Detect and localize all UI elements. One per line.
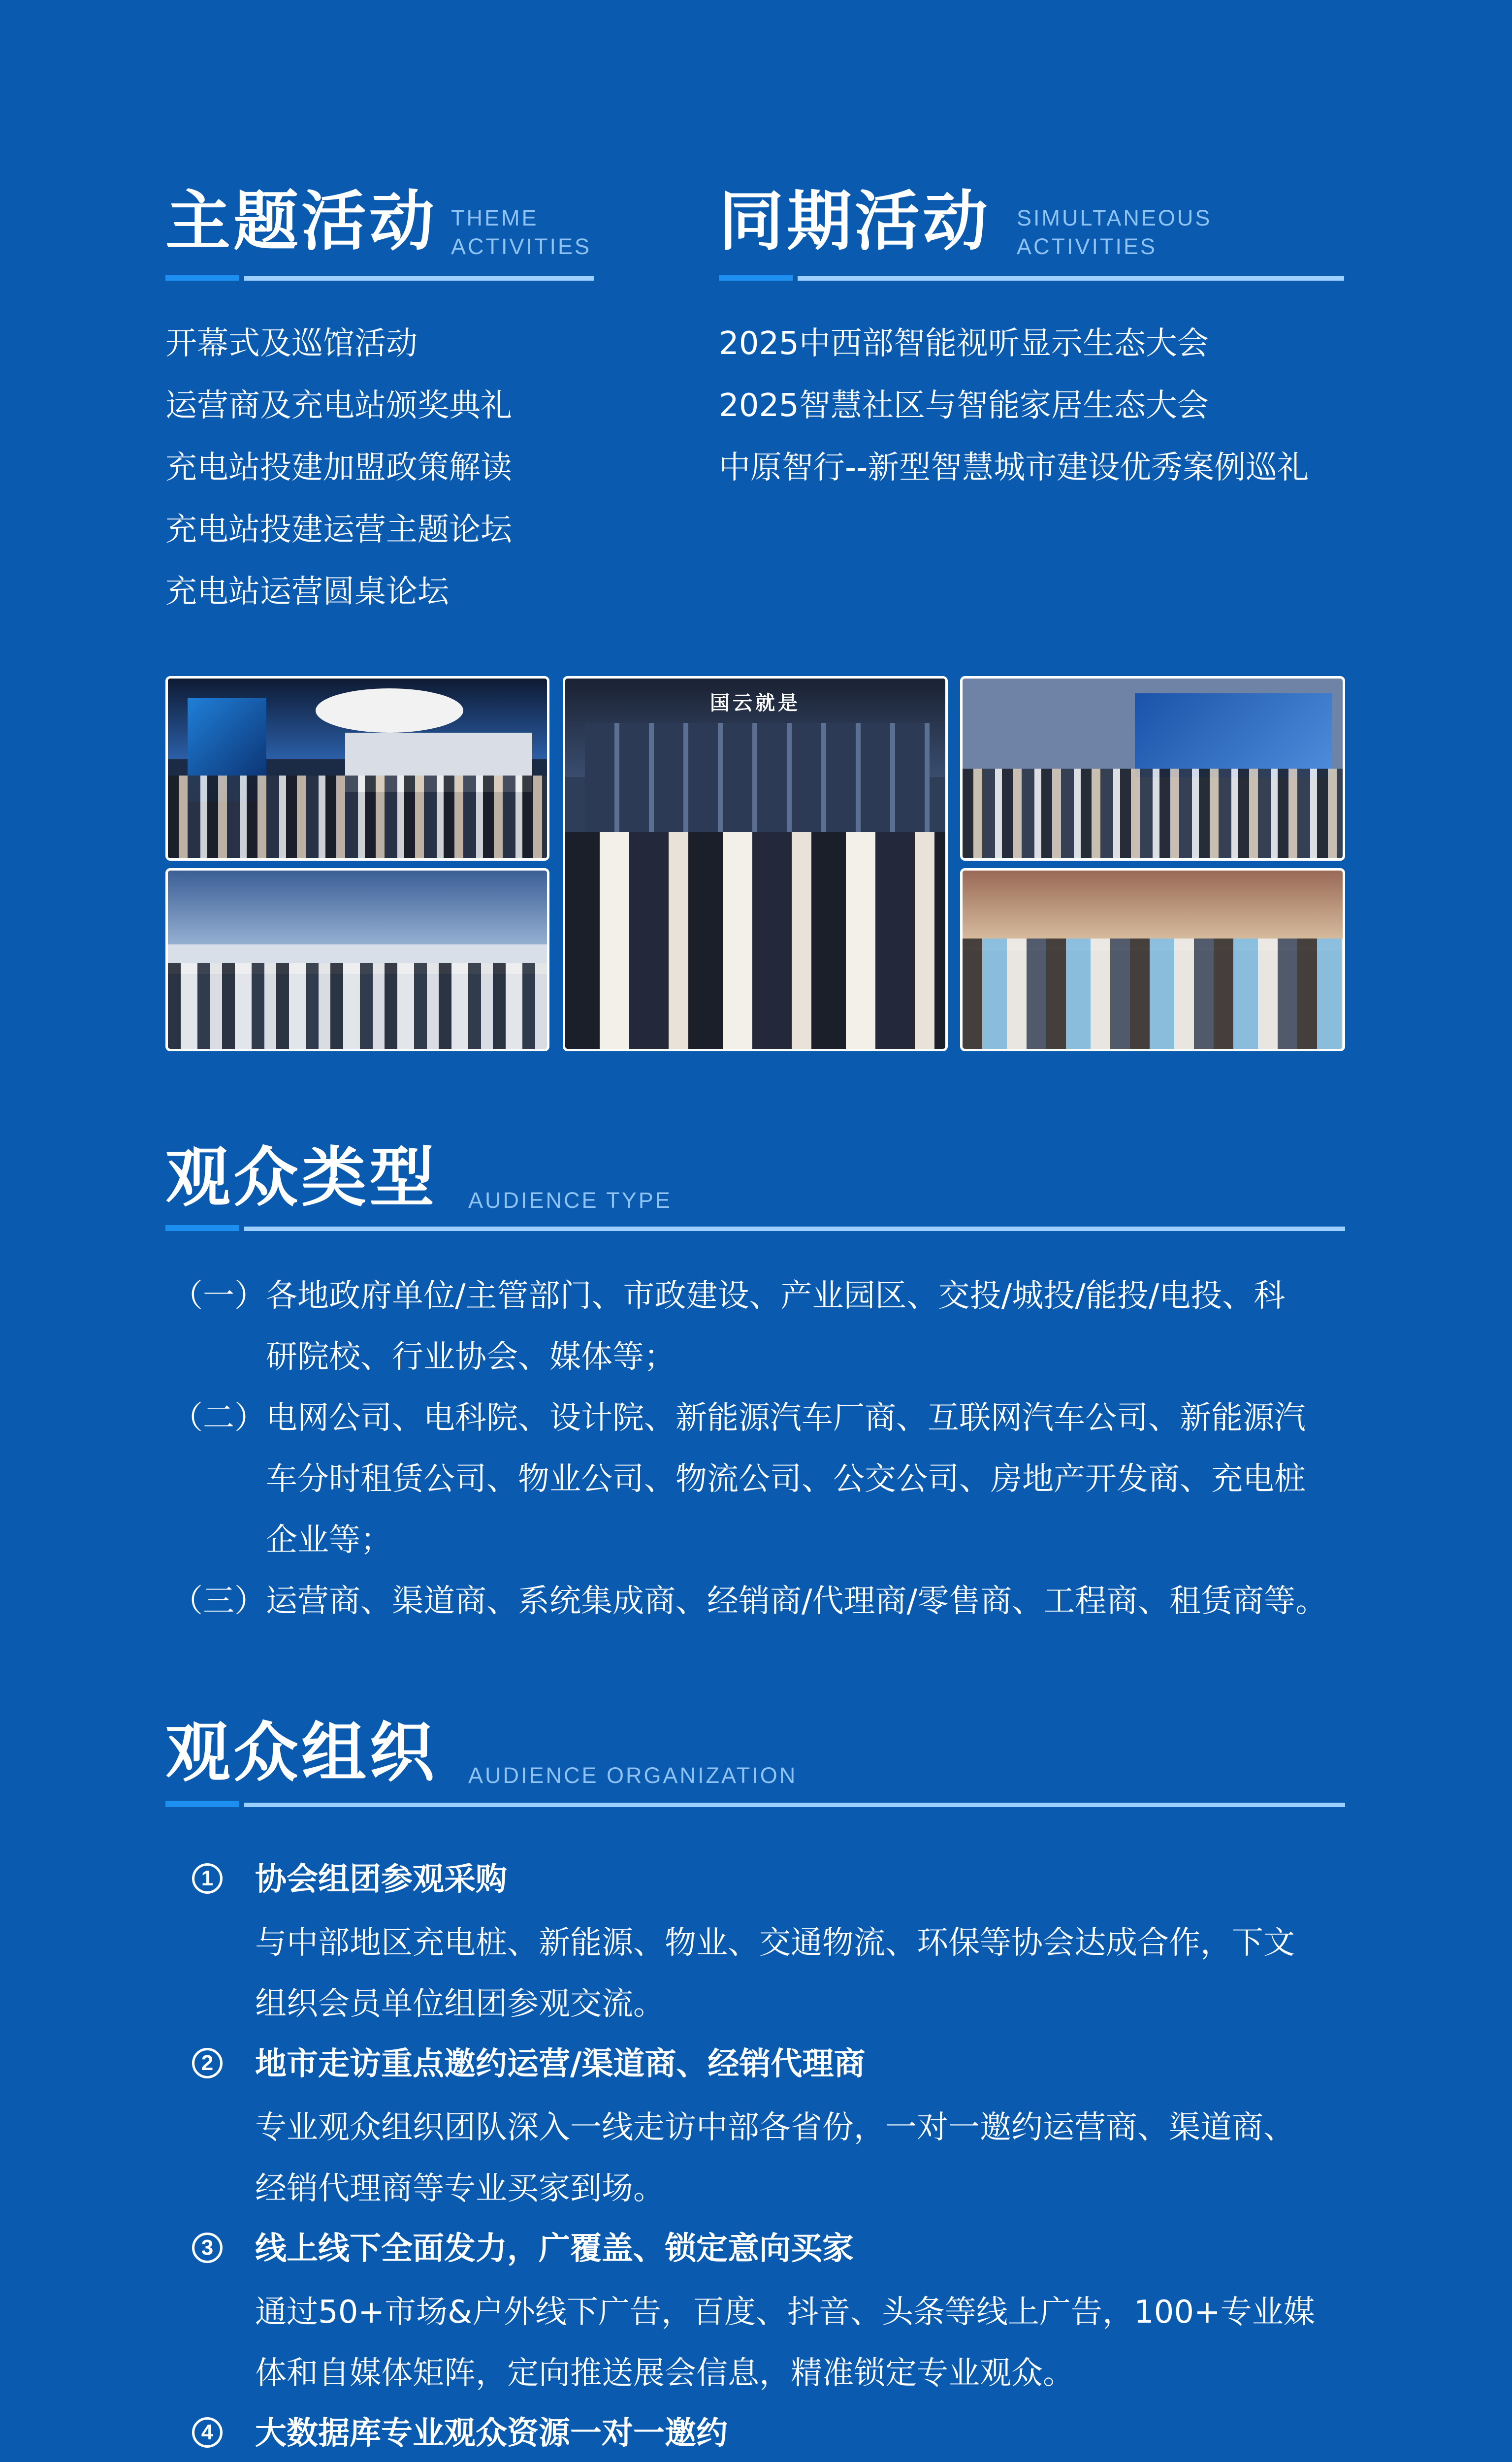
audience-type-text: 各地政府单位/主管部门、市政建设、产业园区、交投/城投/能投/电投、科 研院校、行业协会、媒体等； [266,1278,1286,1375]
audience-type-number: （二） [171,1400,266,1436]
circled-number: 1 [192,1863,223,1894]
theme-en-line2: ACTIVITIES [451,234,592,259]
simultaneous-underline [719,275,1344,281]
audience-org-header [165,1714,1345,1812]
audience-org-heading: 大数据库专业观众资源一对一邀约 [255,2415,728,2452]
simultaneous-en-line1: SIMULTANEOUS [1017,205,1212,230]
audience-type-header [165,1138,1345,1237]
audience-type-text: 电网公司、电科院、设计院、新能源汽车厂商、互联网汽车公司、新能源汽 车分时租赁公司、物业公司、物流公司、公交公司、房地产开发商、充电桩 企业等； [266,1400,1306,1558]
audience-org-heading: 线上线下全面发力，广覆盖、锁定意向买家 [255,2231,854,2267]
booth-sign-text: 国云就是 [710,692,801,714]
circled-number: 2 [192,2048,223,2078]
audience-type-underline [165,1225,1345,1231]
exhibition-photo-visitors [960,868,1345,1051]
audience-org-heading: 地市走访重点邀约运营/渠道商、经销代理商 [255,2046,866,2082]
exhibition-photo-conference [960,676,1345,861]
simultaneous-section-header [719,182,1344,286]
theme-activity-item: 充电站投建运营主题论坛 [165,512,512,548]
theme-activity-item: 充电站运营圆桌论坛 [165,574,449,610]
audience-type-item [171,1265,1353,1388]
simultaneous-activity-item: 2025中西部智能视听显示生态大会 [719,325,1209,362]
exhibition-photo-booth-tour [563,676,948,1051]
audience-type-text: 运营商、渠道商、系统集成商、经销商/代理商/零售商、工程商、租赁商等。 [266,1583,1327,1620]
audience-type-number: （一） [171,1278,266,1314]
audience-type-item [171,1571,1353,1632]
theme-underline [165,275,594,281]
theme-en-line1: THEME [451,205,539,230]
theme-activity-list [165,313,512,623]
audience-org-heading: 协会组团参观采购 [255,1861,507,1898]
circled-number: 3 [192,2233,223,2263]
audience-type-list [171,1265,1353,1632]
simultaneous-en-line2: ACTIVITIES [1017,234,1158,259]
audience-org-body: 专业观众组织团队深入一线走访中部各省份，一对一邀约运营商、渠道商、 经销代理商等专业买家到场。 [255,2109,1295,2207]
simultaneous-activity-item: 中原智行--新型智慧城市建设优秀案例巡礼 [719,450,1309,486]
circled-number: 4 [192,2417,223,2448]
simultaneous-title: 同期活动 [719,184,991,259]
theme-activity-item: 充电站投建加盟政策解读 [165,450,512,486]
theme-section-header [165,182,594,286]
theme-activity-item: 运营商及充电站颁奖典礼 [165,388,512,424]
audience-type-en: AUDIENCE TYPE [468,1188,672,1213]
audience-type-number: （三） [171,1583,266,1620]
audience-org-body: 与中部地区充电桩、新能源、物业、交通物流、环保等协会达成合作，下文 组织会员单位组团参观交流。 [255,1925,1295,2022]
audience-type-item [171,1388,1353,1571]
audience-org-en: AUDIENCE ORGANIZATION [468,1763,798,1788]
simultaneous-activity-list [719,313,1309,499]
audience-type-title: 观众类型 [165,1140,437,1216]
audience-org-title: 观众组织 [165,1715,437,1791]
audience-org-body: 通过50+市场&户外线下广告，百度、抖音、头条等线上广告，100+专业媒 体和自媒体矩阵，定向推送展会信息，精准锁定专业观众。 [255,2294,1315,2392]
simultaneous-activity-item: 2025智慧社区与智能家居生态大会 [719,388,1209,424]
exhibition-photo-forum [165,868,549,1051]
theme-title: 主题活动 [165,184,437,259]
audience-org-underline [165,1801,1345,1807]
theme-activity-item: 开幕式及巡馆活动 [165,325,418,362]
exhibition-photo-hall [165,676,549,861]
